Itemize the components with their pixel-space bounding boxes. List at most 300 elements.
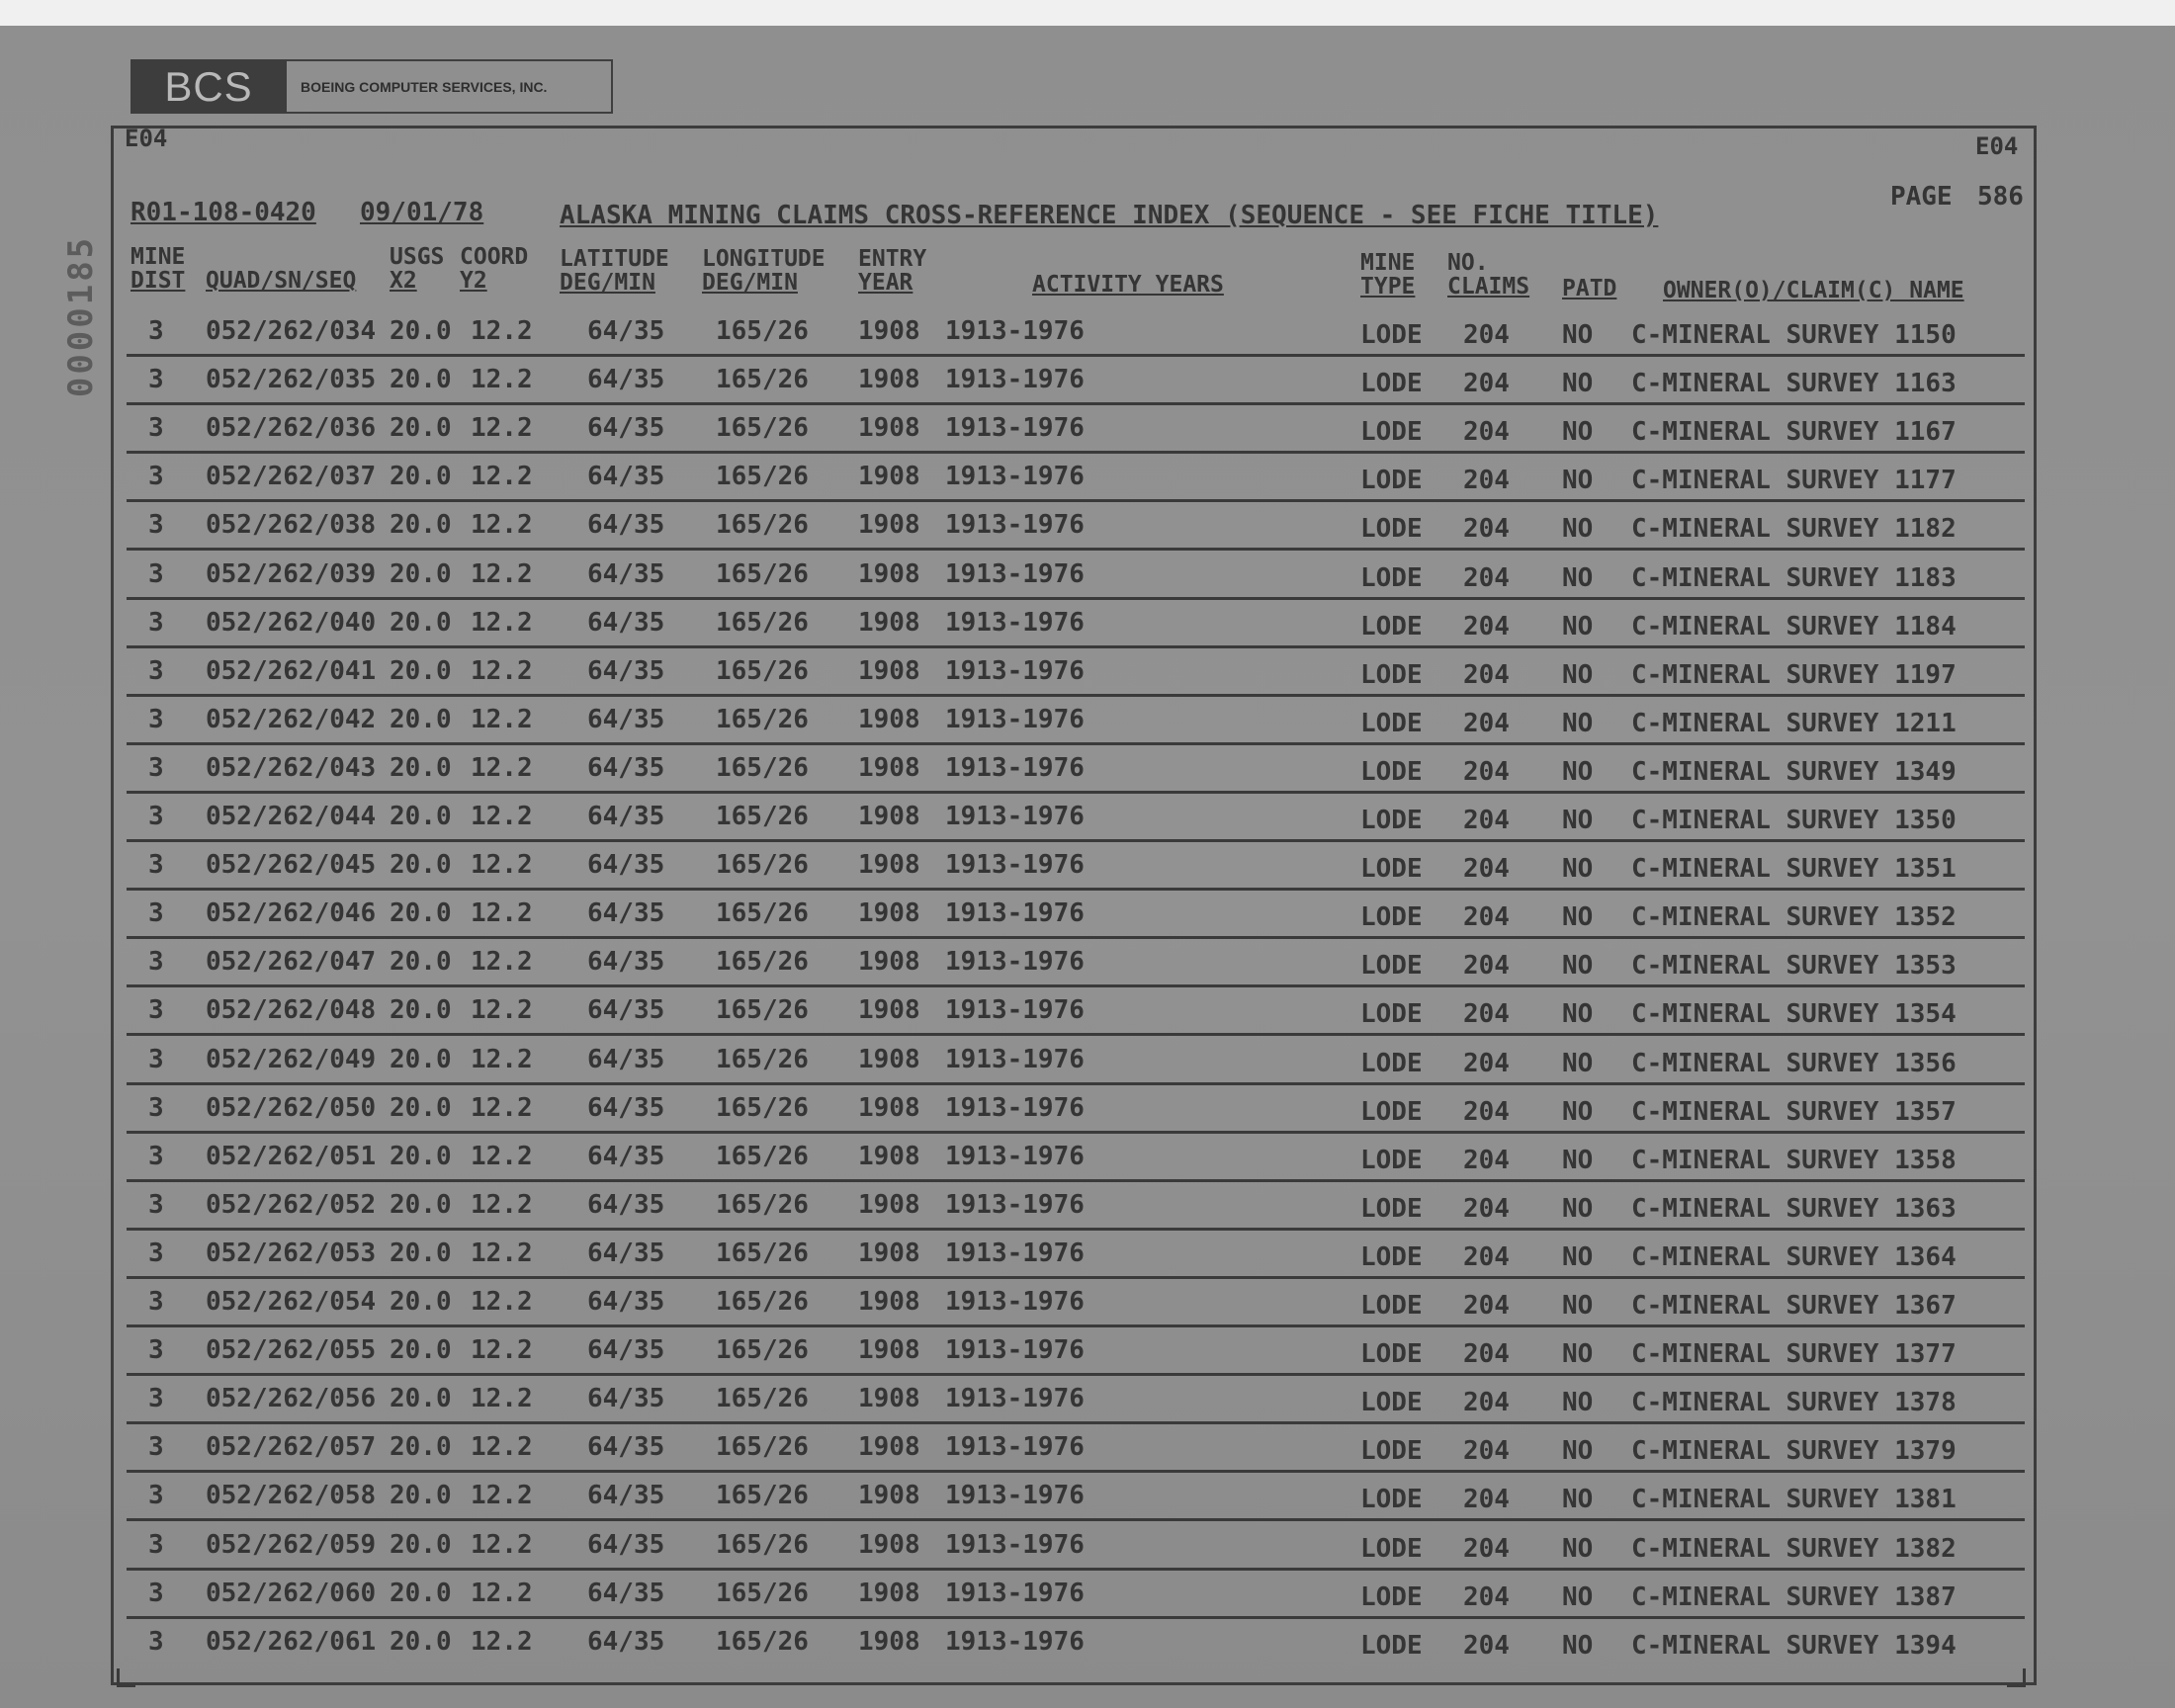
- longitude-cell: 165/26: [716, 1384, 809, 1414]
- entry-year-cell: 1908: [858, 607, 920, 638]
- owner-cell: C-MINERAL SURVEY 1356: [1631, 1048, 1957, 1078]
- latitude-cell: 64/35: [587, 1626, 665, 1657]
- x2-cell: 20.0: [390, 752, 452, 783]
- mine-type-cell: LODE: [1360, 1436, 1423, 1467]
- claims-cell: 204: [1463, 562, 1510, 593]
- patd-cell: NO: [1562, 902, 1594, 933]
- mine-dist-cell: 3: [148, 655, 164, 686]
- activity-years-cell: 1913-1976: [945, 1384, 1085, 1414]
- row-separator: [127, 1228, 2025, 1231]
- owner-cell: C-MINERAL SURVEY 1184: [1631, 611, 1957, 641]
- quad-cell: 052/262/037: [206, 462, 377, 492]
- frame-corner-mark: [2007, 1668, 2026, 1687]
- entry-year-cell: 1908: [858, 704, 920, 734]
- activity-years-cell: 1913-1976: [945, 1287, 1085, 1317]
- column-header-activity-years: ACTIVITY YEARS: [1032, 272, 1224, 298]
- entry-year-cell: 1908: [858, 850, 920, 881]
- entry-year-cell: 1908: [858, 1092, 920, 1123]
- mine-type-cell: LODE: [1360, 562, 1423, 593]
- report-code-left: E04: [125, 125, 168, 152]
- mine-dist-cell: 3: [148, 1384, 164, 1414]
- mine-type-cell: LODE: [1360, 999, 1423, 1030]
- owner-cell: C-MINERAL SURVEY 1358: [1631, 1145, 1957, 1175]
- y2-cell: 12.2: [471, 365, 533, 395]
- mine-dist-cell: 3: [148, 1529, 164, 1560]
- owner-cell: C-MINERAL SURVEY 1378: [1631, 1388, 1957, 1418]
- patd-cell: NO: [1562, 1096, 1594, 1127]
- longitude-cell: 165/26: [716, 1529, 809, 1560]
- x2-cell: 20.0: [390, 1481, 452, 1511]
- entry-year-cell: 1908: [858, 947, 920, 978]
- quad-cell: 052/262/040: [206, 607, 377, 638]
- row-separator: [127, 1373, 2025, 1376]
- entry-year-cell: 1908: [858, 1189, 920, 1220]
- row-separator: [127, 1179, 2025, 1182]
- x2-cell: 20.0: [390, 1092, 452, 1123]
- mine-dist-cell: 3: [148, 365, 164, 395]
- y2-cell: 12.2: [471, 1335, 533, 1366]
- y2-cell: 12.2: [471, 752, 533, 783]
- quad-cell: 052/262/059: [206, 1529, 377, 1560]
- row-separator: [127, 1033, 2025, 1036]
- owner-cell: C-MINERAL SURVEY 1163: [1631, 369, 1957, 399]
- mine-type-cell: LODE: [1360, 1533, 1423, 1564]
- latitude-cell: 64/35: [587, 704, 665, 734]
- mine-type-cell: LODE: [1360, 1145, 1423, 1175]
- mine-type-cell: LODE: [1360, 902, 1423, 933]
- mine-dist-cell: 3: [148, 1189, 164, 1220]
- owner-cell: C-MINERAL SURVEY 1354: [1631, 999, 1957, 1030]
- row-separator: [127, 1518, 2025, 1521]
- claims-cell: 204: [1463, 320, 1510, 350]
- entry-year-cell: 1908: [858, 898, 920, 929]
- claims-cell: 204: [1463, 1048, 1510, 1078]
- x2-cell: 20.0: [390, 365, 452, 395]
- x2-cell: 20.0: [390, 1287, 452, 1317]
- y2-cell: 12.2: [471, 655, 533, 686]
- entry-year-cell: 1908: [858, 558, 920, 589]
- claims-cell: 204: [1463, 1581, 1510, 1612]
- activity-years-cell: 1913-1976: [945, 1432, 1085, 1463]
- patd-cell: NO: [1562, 1533, 1594, 1564]
- row-separator: [127, 1568, 2025, 1571]
- patd-cell: NO: [1562, 1241, 1594, 1272]
- longitude-cell: 165/26: [716, 510, 809, 541]
- longitude-cell: 165/26: [716, 413, 809, 444]
- mine-type-cell: LODE: [1360, 756, 1423, 787]
- column-header-usgs-x2: USGS X2: [390, 244, 445, 294]
- page-number: 586: [1977, 182, 2024, 212]
- mine-dist-cell: 3: [148, 558, 164, 589]
- x2-cell: 20.0: [390, 1044, 452, 1074]
- x2-cell: 20.0: [390, 1432, 452, 1463]
- mine-type-cell: LODE: [1360, 1048, 1423, 1078]
- x2-cell: 20.0: [390, 802, 452, 831]
- activity-years-cell: 1913-1976: [945, 413, 1085, 444]
- quad-cell: 052/262/057: [206, 1432, 377, 1463]
- owner-cell: C-MINERAL SURVEY 1379: [1631, 1436, 1957, 1467]
- mine-type-cell: LODE: [1360, 1291, 1423, 1321]
- patd-cell: NO: [1562, 562, 1594, 593]
- quad-cell: 052/262/044: [206, 802, 377, 831]
- activity-years-cell: 1913-1976: [945, 898, 1085, 929]
- quad-cell: 052/262/048: [206, 995, 377, 1026]
- latitude-cell: 64/35: [587, 558, 665, 589]
- row-separator: [127, 1082, 2025, 1085]
- latitude-cell: 64/35: [587, 413, 665, 444]
- patd-cell: NO: [1562, 1339, 1594, 1370]
- quad-cell: 052/262/060: [206, 1578, 377, 1608]
- mine-type-cell: LODE: [1360, 659, 1423, 690]
- y2-cell: 12.2: [471, 510, 533, 541]
- activity-years-cell: 1913-1976: [945, 462, 1085, 492]
- entry-year-cell: 1908: [858, 510, 920, 541]
- activity-years-cell: 1913-1976: [945, 365, 1085, 395]
- activity-years-cell: 1913-1976: [945, 947, 1085, 978]
- x2-cell: 20.0: [390, 1189, 452, 1220]
- column-header-quad: QUAD/SN/SEQ: [206, 268, 357, 294]
- entry-year-cell: 1908: [858, 1432, 920, 1463]
- mine-type-cell: LODE: [1360, 369, 1423, 399]
- y2-cell: 12.2: [471, 462, 533, 492]
- x2-cell: 20.0: [390, 1238, 452, 1268]
- x2-cell: 20.0: [390, 607, 452, 638]
- owner-cell: C-MINERAL SURVEY 1182: [1631, 514, 1957, 545]
- activity-years-cell: 1913-1976: [945, 1481, 1085, 1511]
- activity-years-cell: 1913-1976: [945, 752, 1085, 783]
- latitude-cell: 64/35: [587, 1287, 665, 1317]
- quad-cell: 052/262/052: [206, 1189, 377, 1220]
- row-separator: [127, 742, 2025, 745]
- activity-years-cell: 1913-1976: [945, 802, 1085, 831]
- owner-cell: C-MINERAL SURVEY 1211: [1631, 708, 1957, 738]
- mine-dist-cell: 3: [148, 1044, 164, 1074]
- mine-dist-cell: 3: [148, 752, 164, 783]
- patd-cell: NO: [1562, 611, 1594, 641]
- latitude-cell: 64/35: [587, 1578, 665, 1608]
- column-header-entry-year: ENTRY YEAR: [858, 246, 927, 296]
- mine-type-cell: LODE: [1360, 514, 1423, 545]
- quad-cell: 052/262/051: [206, 1141, 377, 1171]
- logo-mark: BCS: [130, 59, 287, 114]
- patd-cell: NO: [1562, 1485, 1594, 1515]
- x2-cell: 20.0: [390, 316, 452, 346]
- row-separator: [127, 402, 2025, 405]
- y2-cell: 12.2: [471, 1287, 533, 1317]
- patd-cell: NO: [1562, 659, 1594, 690]
- patd-cell: NO: [1562, 999, 1594, 1030]
- entry-year-cell: 1908: [858, 1384, 920, 1414]
- latitude-cell: 64/35: [587, 607, 665, 638]
- x2-cell: 20.0: [390, 995, 452, 1026]
- longitude-cell: 165/26: [716, 1044, 809, 1074]
- patd-cell: NO: [1562, 1193, 1594, 1224]
- claims-cell: 204: [1463, 1291, 1510, 1321]
- claims-cell: 204: [1463, 1388, 1510, 1418]
- y2-cell: 12.2: [471, 1481, 533, 1511]
- claims-cell: 204: [1463, 1485, 1510, 1515]
- activity-years-cell: 1913-1976: [945, 1578, 1085, 1608]
- longitude-cell: 165/26: [716, 1189, 809, 1220]
- mine-dist-cell: 3: [148, 802, 164, 831]
- column-header-owner: OWNER(O)/CLAIM(C) NAME: [1663, 278, 1964, 303]
- y2-cell: 12.2: [471, 558, 533, 589]
- y2-cell: 12.2: [471, 1092, 533, 1123]
- longitude-cell: 165/26: [716, 850, 809, 881]
- mine-type-cell: LODE: [1360, 806, 1423, 835]
- patd-cell: NO: [1562, 756, 1594, 787]
- owner-cell: C-MINERAL SURVEY 1394: [1631, 1630, 1957, 1661]
- y2-cell: 12.2: [471, 1189, 533, 1220]
- entry-year-cell: 1908: [858, 1044, 920, 1074]
- mine-type-cell: LODE: [1360, 951, 1423, 982]
- y2-cell: 12.2: [471, 1141, 533, 1171]
- row-separator: [127, 1616, 2025, 1619]
- quad-cell: 052/262/036: [206, 413, 377, 444]
- mine-dist-cell: 3: [148, 898, 164, 929]
- claims-cell: 204: [1463, 951, 1510, 982]
- owner-cell: C-MINERAL SURVEY 1349: [1631, 756, 1957, 787]
- x2-cell: 20.0: [390, 413, 452, 444]
- latitude-cell: 64/35: [587, 1335, 665, 1366]
- latitude-cell: 64/35: [587, 316, 665, 346]
- owner-cell: C-MINERAL SURVEY 1197: [1631, 659, 1957, 690]
- y2-cell: 12.2: [471, 1432, 533, 1463]
- entry-year-cell: 1908: [858, 413, 920, 444]
- entry-year-cell: 1908: [858, 752, 920, 783]
- mine-type-cell: LODE: [1360, 1581, 1423, 1612]
- side-identifier-text: 0000185: [61, 234, 101, 398]
- latitude-cell: 64/35: [587, 1481, 665, 1511]
- activity-years-cell: 1913-1976: [945, 1238, 1085, 1268]
- activity-years-cell: 1913-1976: [945, 510, 1085, 541]
- column-header-mine-type: MINE TYPE: [1360, 250, 1416, 299]
- claims-cell: 204: [1463, 806, 1510, 835]
- patd-cell: NO: [1562, 417, 1594, 448]
- longitude-cell: 165/26: [716, 1141, 809, 1171]
- activity-years-cell: 1913-1976: [945, 1626, 1085, 1657]
- owner-cell: C-MINERAL SURVEY 1177: [1631, 466, 1957, 496]
- activity-years-cell: 1913-1976: [945, 316, 1085, 346]
- owner-cell: C-MINERAL SURVEY 1364: [1631, 1241, 1957, 1272]
- patd-cell: NO: [1562, 708, 1594, 738]
- y2-cell: 12.2: [471, 1238, 533, 1268]
- mine-type-cell: LODE: [1360, 1241, 1423, 1272]
- mine-type-cell: LODE: [1360, 1485, 1423, 1515]
- activity-years-cell: 1913-1976: [945, 1092, 1085, 1123]
- mine-dist-cell: 3: [148, 704, 164, 734]
- claims-cell: 204: [1463, 999, 1510, 1030]
- column-header-patd: PATD: [1562, 276, 1617, 301]
- column-header-mine-dist: MINE DIST: [130, 244, 186, 294]
- mine-type-cell: LODE: [1360, 1096, 1423, 1127]
- latitude-cell: 64/35: [587, 655, 665, 686]
- row-separator: [127, 1324, 2025, 1327]
- claims-cell: 204: [1463, 708, 1510, 738]
- quad-cell: 052/262/038: [206, 510, 377, 541]
- patd-cell: NO: [1562, 951, 1594, 982]
- quad-cell: 052/262/056: [206, 1384, 377, 1414]
- column-header-longitude: LONGITUDE DEG/MIN: [702, 246, 826, 296]
- quad-cell: 052/262/058: [206, 1481, 377, 1511]
- quad-cell: 052/262/043: [206, 752, 377, 783]
- row-separator: [127, 597, 2025, 600]
- y2-cell: 12.2: [471, 898, 533, 929]
- quad-cell: 052/262/055: [206, 1335, 377, 1366]
- claims-cell: 204: [1463, 1339, 1510, 1370]
- y2-cell: 12.2: [471, 1578, 533, 1608]
- longitude-cell: 165/26: [716, 704, 809, 734]
- longitude-cell: 165/26: [716, 462, 809, 492]
- quad-cell: 052/262/035: [206, 365, 377, 395]
- mine-dist-cell: 3: [148, 1287, 164, 1317]
- claims-cell: 204: [1463, 659, 1510, 690]
- longitude-cell: 165/26: [716, 558, 809, 589]
- mine-dist-cell: 3: [148, 413, 164, 444]
- y2-cell: 12.2: [471, 1044, 533, 1074]
- entry-year-cell: 1908: [858, 995, 920, 1026]
- x2-cell: 20.0: [390, 655, 452, 686]
- longitude-cell: 165/26: [716, 1432, 809, 1463]
- longitude-cell: 165/26: [716, 898, 809, 929]
- latitude-cell: 64/35: [587, 802, 665, 831]
- quad-cell: 052/262/045: [206, 850, 377, 881]
- longitude-cell: 165/26: [716, 316, 809, 346]
- claims-cell: 204: [1463, 417, 1510, 448]
- patd-cell: NO: [1562, 1436, 1594, 1467]
- latitude-cell: 64/35: [587, 1189, 665, 1220]
- mine-type-cell: LODE: [1360, 611, 1423, 641]
- mine-dist-cell: 3: [148, 995, 164, 1026]
- y2-cell: 12.2: [471, 947, 533, 978]
- claims-cell: 204: [1463, 1193, 1510, 1224]
- report-date: 09/01/78: [360, 198, 484, 227]
- activity-years-cell: 1913-1976: [945, 995, 1085, 1026]
- x2-cell: 20.0: [390, 462, 452, 492]
- longitude-cell: 165/26: [716, 1238, 809, 1268]
- row-separator: [127, 645, 2025, 648]
- claims-cell: 204: [1463, 902, 1510, 933]
- activity-years-cell: 1913-1976: [945, 607, 1085, 638]
- row-separator: [127, 936, 2025, 939]
- activity-years-cell: 1913-1976: [945, 1189, 1085, 1220]
- owner-cell: C-MINERAL SURVEY 1357: [1631, 1096, 1957, 1127]
- longitude-cell: 165/26: [716, 1626, 809, 1657]
- row-separator: [127, 888, 2025, 891]
- row-separator: [127, 1131, 2025, 1134]
- mine-dist-cell: 3: [148, 1578, 164, 1608]
- latitude-cell: 64/35: [587, 995, 665, 1026]
- entry-year-cell: 1908: [858, 1529, 920, 1560]
- quad-cell: 052/262/050: [206, 1092, 377, 1123]
- entry-year-cell: 1908: [858, 1626, 920, 1657]
- patd-cell: NO: [1562, 806, 1594, 835]
- mine-type-cell: LODE: [1360, 1339, 1423, 1370]
- claims-cell: 204: [1463, 466, 1510, 496]
- y2-cell: 12.2: [471, 995, 533, 1026]
- mine-type-cell: LODE: [1360, 1388, 1423, 1418]
- claims-cell: 204: [1463, 611, 1510, 641]
- latitude-cell: 64/35: [587, 1238, 665, 1268]
- mine-dist-cell: 3: [148, 1626, 164, 1657]
- bcs-logo: [130, 59, 613, 114]
- row-separator: [127, 548, 2025, 551]
- claims-cell: 204: [1463, 1241, 1510, 1272]
- quad-cell: 052/262/061: [206, 1626, 377, 1657]
- longitude-cell: 165/26: [716, 1578, 809, 1608]
- column-header-coord-y2: COORD Y2: [460, 244, 529, 294]
- claims-cell: 204: [1463, 756, 1510, 787]
- entry-year-cell: 1908: [858, 316, 920, 346]
- page-label: PAGE: [1890, 182, 1953, 212]
- y2-cell: 12.2: [471, 607, 533, 638]
- mine-dist-cell: 3: [148, 1481, 164, 1511]
- longitude-cell: 165/26: [716, 752, 809, 783]
- claims-cell: 204: [1463, 1436, 1510, 1467]
- activity-years-cell: 1913-1976: [945, 1044, 1085, 1074]
- quad-cell: 052/262/054: [206, 1287, 377, 1317]
- mine-type-cell: LODE: [1360, 1193, 1423, 1224]
- owner-cell: C-MINERAL SURVEY 1351: [1631, 854, 1957, 885]
- x2-cell: 20.0: [390, 1384, 452, 1414]
- latitude-cell: 64/35: [587, 850, 665, 881]
- x2-cell: 20.0: [390, 704, 452, 734]
- patd-cell: NO: [1562, 1145, 1594, 1175]
- latitude-cell: 64/35: [587, 947, 665, 978]
- patd-cell: NO: [1562, 1048, 1594, 1078]
- frame-corner-mark: [117, 1668, 135, 1687]
- owner-cell: C-MINERAL SURVEY 1183: [1631, 562, 1957, 593]
- entry-year-cell: 1908: [858, 1335, 920, 1366]
- owner-cell: C-MINERAL SURVEY 1367: [1631, 1291, 1957, 1321]
- mine-dist-cell: 3: [148, 607, 164, 638]
- mine-dist-cell: 3: [148, 1335, 164, 1366]
- x2-cell: 20.0: [390, 947, 452, 978]
- latitude-cell: 64/35: [587, 1529, 665, 1560]
- row-separator: [127, 694, 2025, 697]
- activity-years-cell: 1913-1976: [945, 1529, 1085, 1560]
- quad-cell: 052/262/041: [206, 655, 377, 686]
- row-separator: [127, 499, 2025, 502]
- claims-cell: 204: [1463, 369, 1510, 399]
- quad-cell: 052/262/047: [206, 947, 377, 978]
- report-code-right: E04: [1975, 132, 2019, 160]
- entry-year-cell: 1908: [858, 462, 920, 492]
- y2-cell: 12.2: [471, 802, 533, 831]
- entry-year-cell: 1908: [858, 655, 920, 686]
- owner-cell: C-MINERAL SURVEY 1387: [1631, 1581, 1957, 1612]
- entry-year-cell: 1908: [858, 1481, 920, 1511]
- latitude-cell: 64/35: [587, 1432, 665, 1463]
- latitude-cell: 64/35: [587, 365, 665, 395]
- owner-cell: C-MINERAL SURVEY 1381: [1631, 1485, 1957, 1515]
- mine-dist-cell: 3: [148, 316, 164, 346]
- patd-cell: NO: [1562, 1581, 1594, 1612]
- x2-cell: 20.0: [390, 558, 452, 589]
- row-separator: [127, 984, 2025, 987]
- longitude-cell: 165/26: [716, 802, 809, 831]
- patd-cell: NO: [1562, 466, 1594, 496]
- entry-year-cell: 1908: [858, 802, 920, 831]
- x2-cell: 20.0: [390, 1626, 452, 1657]
- y2-cell: 12.2: [471, 1626, 533, 1657]
- x2-cell: 20.0: [390, 510, 452, 541]
- y2-cell: 12.2: [471, 413, 533, 444]
- row-separator: [127, 839, 2025, 842]
- longitude-cell: 165/26: [716, 995, 809, 1026]
- activity-years-cell: 1913-1976: [945, 1335, 1085, 1366]
- mine-type-cell: LODE: [1360, 466, 1423, 496]
